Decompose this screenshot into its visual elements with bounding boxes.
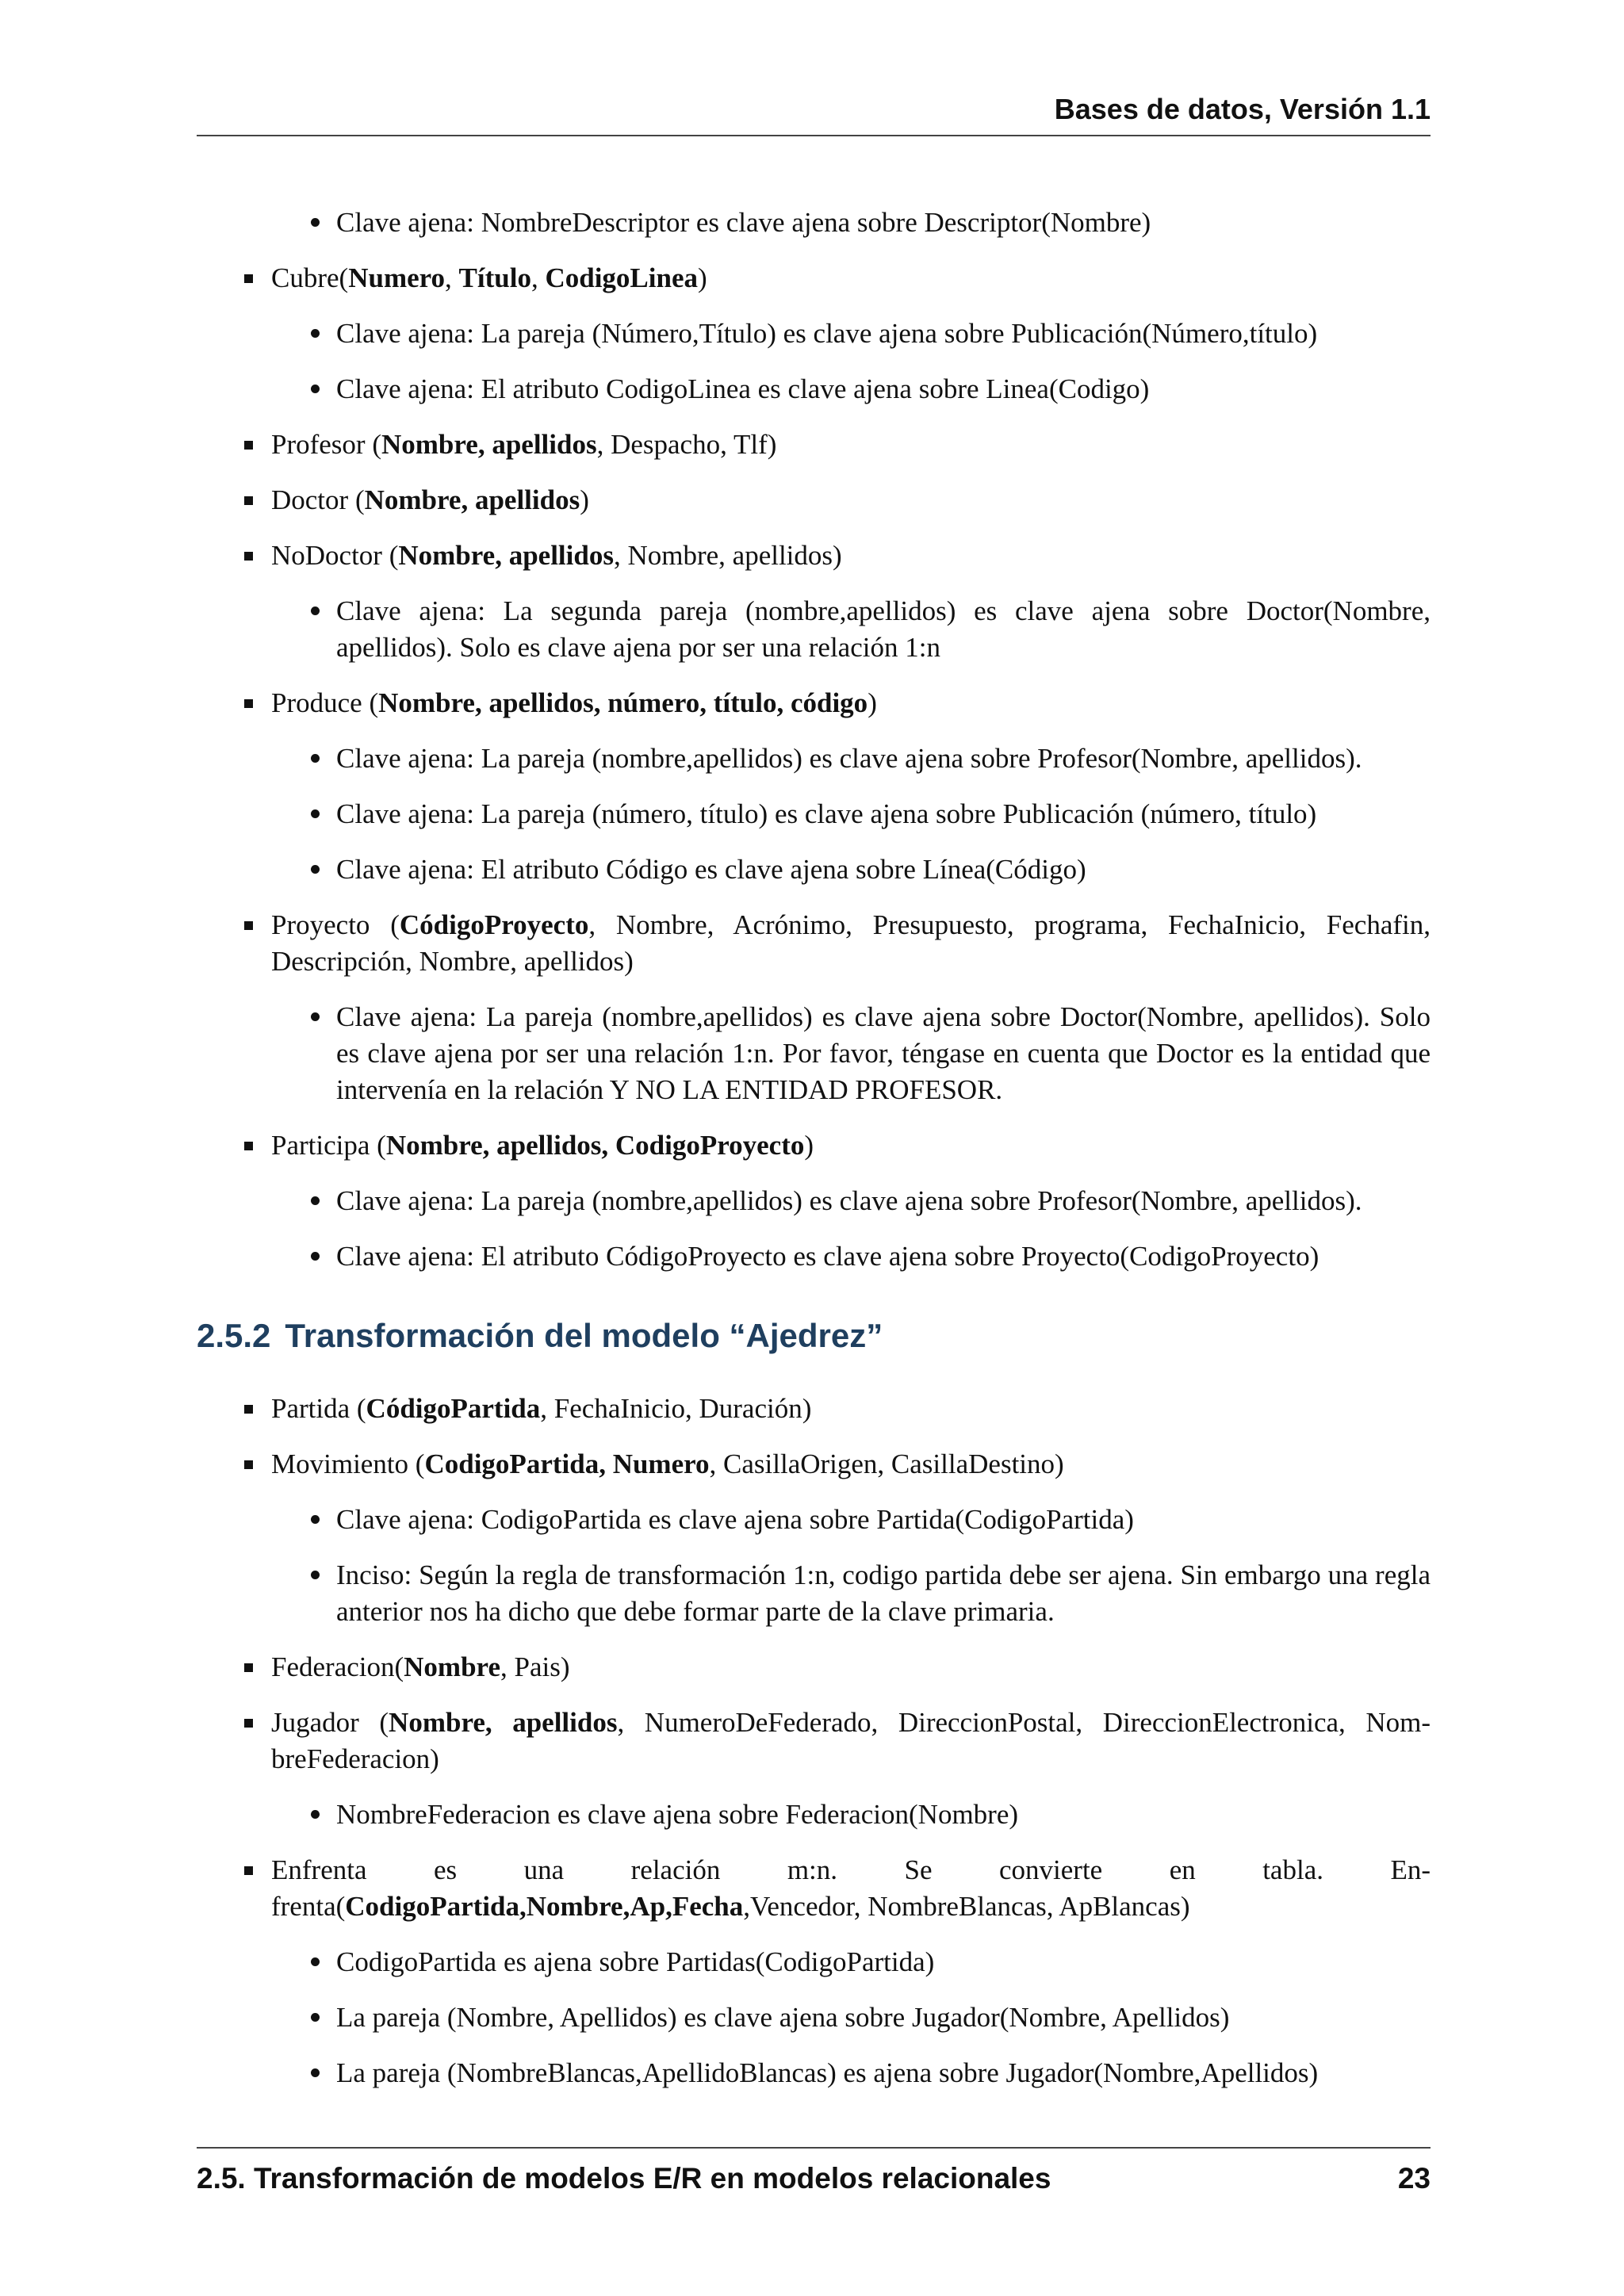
list-item (197, 1999, 1431, 2036)
list-item (197, 851, 1431, 888)
item-text: Clave ajena: La pareja (nombre,apellidos) es clave ajena sobre Profesor(Nombre, apellidos). (336, 743, 1362, 774)
bullet-square-icon (244, 699, 253, 708)
item-text: NombreFederacion es clave ajena sobre Federacion(Nombre) (336, 1799, 1019, 1830)
bullet-dot-icon (311, 1515, 320, 1524)
list-item (197, 2055, 1431, 2091)
list-item: Partida (CódigoPartida, FechaInicio, Duración) (197, 1391, 1431, 1427)
bullet-dot-icon (311, 385, 320, 393)
list-item (197, 1797, 1431, 1833)
footer-section: 2.5. Transformación de modelos E/R en modelos relacionales (197, 2162, 1051, 2195)
item-line: Jugador (Nombre, apellidos, NumeroDeFederado, DireccionPostal, DireccionElectronica, Nom- (197, 1705, 1431, 1741)
list-item: Cubre(Numero, Título, CodigoLinea) (197, 260, 1431, 297)
list-item (197, 1944, 1431, 1980)
list-item (197, 1502, 1431, 1538)
list-item (197, 593, 1431, 666)
item-text: CodigoPartida es ajena sobre Partidas(CodigoPartida) (336, 1946, 935, 1977)
list-item (197, 1705, 1431, 1777)
list-item (197, 205, 1431, 241)
bullet-square-icon (244, 441, 253, 450)
running-footer (197, 2147, 1431, 2199)
bullet-dot-icon (311, 329, 320, 338)
section-number: 2.5.2 (197, 1317, 271, 1354)
list-item: Doctor (Nombre, apellidos) (197, 482, 1431, 519)
item-text: Clave ajena: La pareja (número, título) es clave ajena sobre Publicación (número, título) (336, 798, 1317, 829)
bullet-dot-icon (311, 1957, 320, 1966)
running-header (197, 89, 1431, 136)
list-item (197, 371, 1431, 408)
item-text: La pareja (NombreBlancas,ApellidoBlancas) es ajena sobre Jugador(Nombre,Apellidos) (336, 2057, 1319, 2088)
bullet-dot-icon (311, 2068, 320, 2077)
item-line: Enfrenta es una relación m:n. Se convierte en tabla. En- (197, 1852, 1431, 1888)
item-line: frenta(CodigoPartida,Nombre,Ap,Fecha,Vencedor, NombreBlancas, ApBlancas) (271, 1891, 1190, 1922)
item-text: Clave ajena: La pareja (nombre,apellidos) es clave ajena sobre Profesor(Nombre, apellidos). (336, 1185, 1362, 1216)
main-content (197, 198, 1431, 2091)
list-item (197, 796, 1431, 832)
item-text: La pareja (Nombre, Apellidos) es clave ajena sobre Jugador(Nombre, Apellidos) (336, 2002, 1230, 2033)
bullet-dot-icon (311, 865, 320, 874)
bullet-dot-icon (311, 1571, 320, 1579)
bullet-square-icon (244, 1460, 253, 1469)
page-number: 23 (1397, 2162, 1431, 2195)
bullet-square-icon (244, 1866, 253, 1875)
bullet-dot-icon (311, 809, 320, 818)
list-item (197, 999, 1431, 1108)
item-text: Clave ajena: El atributo CódigoProyecto es clave ajena sobre Proyecto(CodigoProyecto) (336, 1241, 1320, 1272)
bullet-dot-icon (311, 1196, 320, 1205)
bullet-dot-icon (311, 754, 320, 763)
bullet-square-icon (244, 496, 253, 505)
section-heading (197, 1316, 1431, 1356)
list-item: Movimiento (CodigoPartida, Numero, CasillaOrigen, CasillaDestino) (197, 1446, 1431, 1483)
list-item (197, 1557, 1431, 1630)
bullet-dot-icon (311, 1252, 320, 1261)
bullet-square-icon (244, 1405, 253, 1414)
item-text: Clave ajena: CodigoPartida es clave ajena sobre Partida(CodigoPartida) (336, 1504, 1134, 1535)
bullet-square-icon (244, 921, 253, 930)
list-item: Proyecto (CódigoProyecto, Nombre, Acrónimo, Presupuesto, programa, FechaInicio, Fechafin, Descripción, Nombre, apellidos) (197, 907, 1431, 980)
list-item: NoDoctor (Nombre, apellidos, Nombre, apellidos) (197, 538, 1431, 574)
bullet-square-icon (244, 1719, 253, 1728)
list-item: Participa (Nombre, apellidos, CodigoProyecto) (197, 1127, 1431, 1164)
item-text: Clave ajena: La segunda pareja (nombre,apellidos) es clave ajena sobre Doctor(Nombre, apellidos). Solo es clave ajena por ser una relación 1:n (336, 595, 1431, 663)
list-item (197, 316, 1431, 352)
item-text: Clave ajena: El atributo CodigoLinea es clave ajena sobre Linea(Codigo) (336, 373, 1150, 404)
item-text: Inciso: Según la regla de transformación 1:n, codigo partida debe ser ajena. Sin embargo una regla anterior nos ha dicho que debe formar parte de la clave primaria. (336, 1559, 1431, 1627)
list-item: Federacion(Nombre, Pais) (197, 1649, 1431, 1686)
header-title: Bases de datos, Versión 1.1 (1054, 93, 1431, 125)
section-title: Transformación del modelo “Ajedrez” (285, 1317, 883, 1354)
bullet-square-icon (244, 274, 253, 283)
bullet-dot-icon (311, 218, 320, 227)
bullet-dot-icon (311, 1810, 320, 1819)
bullet-square-icon (244, 552, 253, 561)
item-text: Clave ajena: La pareja (Número,Título) es clave ajena sobre Publicación(Número,título) (336, 318, 1318, 349)
bullet-dot-icon (311, 607, 320, 615)
bullet-square-icon (244, 1142, 253, 1150)
bullet-dot-icon (311, 2013, 320, 2022)
bullet-square-icon (244, 1663, 253, 1672)
item-text: Clave ajena: La pareja (nombre,apellidos) es clave ajena sobre Doctor(Nombre, apellidos). Solo es clave ajena por ser una relación 1:n. Por favor, téngase en cuenta que Doctor es la entidad que intervenía en la relación Y NO LA ENTIDAD PROFESOR. (336, 1001, 1431, 1105)
list-item (197, 740, 1431, 777)
list-item: Profesor (Nombre, apellidos, Despacho, Tlf) (197, 427, 1431, 463)
list-item (197, 1183, 1431, 1219)
bullet-dot-icon (311, 1012, 320, 1021)
list-item: Produce (Nombre, apellidos, número, título, código) (197, 685, 1431, 721)
item-text: Clave ajena: NombreDescriptor es clave ajena sobre Descriptor(Nombre) (336, 207, 1151, 238)
item-text: Clave ajena: El atributo Código es clave ajena sobre Línea(Código) (336, 854, 1086, 885)
list-item (197, 1238, 1431, 1275)
list-item (197, 1852, 1431, 1925)
item-line: breFederacion) (271, 1743, 439, 1774)
